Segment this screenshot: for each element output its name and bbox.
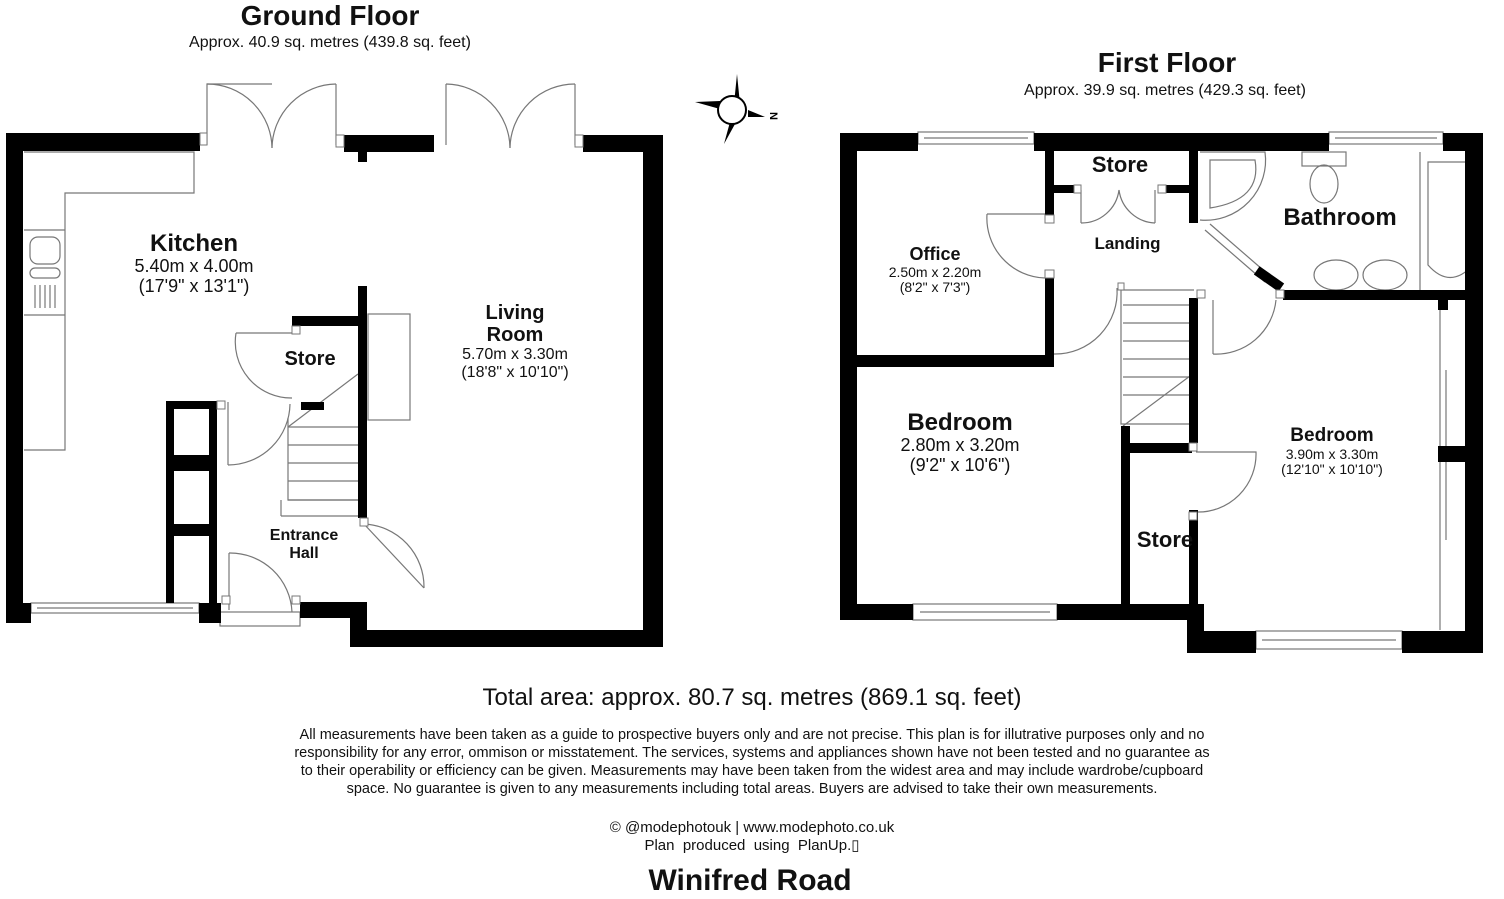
credit-line: © @modephotouk | www.modephoto.co.uk [609, 819, 895, 836]
room-office [870, 245, 1000, 296]
room-landing [1075, 235, 1180, 254]
room-metric: 5.70m x 3.30m [462, 346, 568, 363]
room-imperial: (9'2" x 10'6") [909, 455, 1011, 476]
svg-text:N: N [767, 112, 779, 120]
room-metric: 2.50m x 2.20m [888, 263, 982, 280]
total-area: Total area: approx. 80.7 sq. metres (869.1 sq. feet) [482, 684, 1022, 711]
room-living-room [430, 302, 600, 381]
room-kitchen [104, 231, 284, 297]
room-store-first-bottom [1130, 528, 1200, 552]
disclaimer [200, 726, 1304, 798]
room-name: Bathroom [1283, 204, 1397, 231]
room-metric: 5.40m x 4.00m [134, 256, 254, 277]
ground-floor-area: Approx. 40.9 sq. metres (439.8 sq. feet) [189, 34, 471, 51]
room-bedroom-right [1262, 426, 1402, 478]
room-imperial: (17'9" x 13'1") [138, 276, 250, 297]
room-name-line2: Room [486, 324, 544, 346]
walls [6, 133, 1483, 653]
room-imperial: (18'8" x 10'10") [461, 363, 569, 381]
room-metric: 2.80m x 3.20m [900, 435, 1020, 456]
room-store-ground [270, 348, 350, 370]
room-name: Kitchen [149, 230, 238, 257]
disclaimer-line: to their operability or efficiency can be given. Measurements may have been taken from the widest area and may include wardrobe/cupboard [300, 763, 1204, 779]
ground-floor-title: Ground Floor [240, 0, 420, 31]
room-name: Store [1136, 527, 1194, 552]
fixtures [24, 84, 1473, 649]
first-floor-title: First Floor [1097, 47, 1237, 78]
disclaimer-line: All measurements have been taken as a guide to prospective buyers only and are not precise. This plan is for illutrative purposes only and no [299, 727, 1205, 743]
room-bedroom-left [900, 410, 1020, 476]
room-name-line1: Entrance [269, 527, 339, 544]
room-name-line1: Living [485, 302, 545, 324]
room-name: Store [1091, 152, 1149, 177]
room-metric: 3.90m x 3.30m [1285, 445, 1379, 462]
credits [500, 819, 1004, 855]
first-floor-area: Approx. 39.9 sq. metres (429.3 sq. feet) [1024, 82, 1306, 99]
room-name: Landing [1094, 234, 1161, 253]
room-imperial: (12'10" x 10'10") [1281, 461, 1383, 478]
room-name: Store [284, 348, 336, 370]
room-name: Bedroom [1290, 425, 1374, 446]
disclaimer-line: responsibility for any error, ommison or misstatement. The services, systems and appliances shown have not been tested and no guarantee as [294, 745, 1210, 761]
room-store-first-top [1075, 153, 1165, 177]
room-name-line2: Hall [289, 544, 319, 562]
room-bathroom [1265, 205, 1415, 231]
produced-by: Plan produced using PlanUp.▯ [644, 837, 860, 854]
room-entrance-hall [254, 527, 354, 562]
room-imperial: (8'2" x 7'3") [899, 279, 971, 296]
room-name: Bedroom [907, 409, 1013, 436]
disclaimer-line: space. No guarantee is given to any measurements including total areas. Buyers are advised to take their own measurements. [346, 781, 1158, 797]
room-name: Office [909, 244, 961, 264]
property-address: Winifred Road [648, 864, 852, 897]
compass-rose-icon [690, 72, 785, 152]
